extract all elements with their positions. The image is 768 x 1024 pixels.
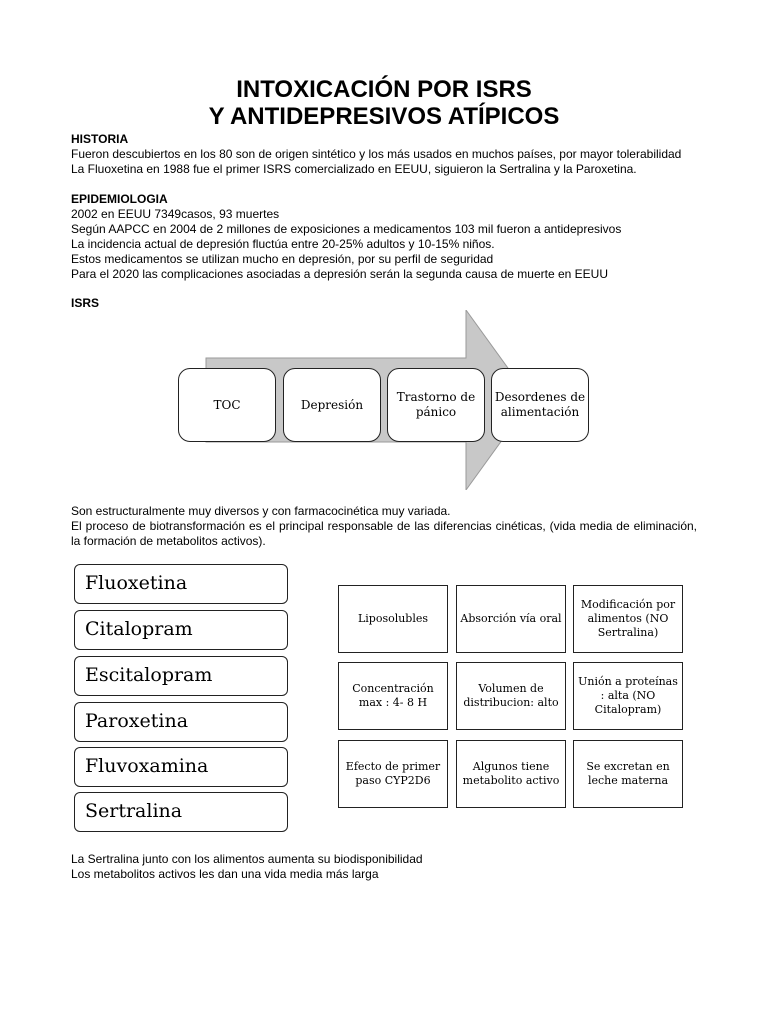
historia-line: La Fluoxetina en 1988 fue el primer ISRS comercializado en EEUU, siguieron la Sertralina y la Paroxetina. xyxy=(71,162,637,176)
historia-line: Fueron descubiertos en los 80 son de origen sintético y los más usados en muchos países, por mayor tolerabilidad xyxy=(71,147,682,161)
characteristic-box: Modificación por alimentos (NO Sertralina) xyxy=(573,585,683,653)
epidemiologia-section xyxy=(71,192,697,282)
footer-line: La Sertralina junto con los alimentos aumenta su biodisponibilidad xyxy=(71,852,423,866)
title-line-1: INTOXICACIÓN POR ISRS xyxy=(236,76,532,103)
epidemiologia-line: Según AAPCC en 2004 de 2 millones de exposiciones a medicamentos 103 mil fueron a antidepresivos xyxy=(71,222,622,236)
drug-item-escitalopram: Escitalopram xyxy=(74,656,288,696)
process-step-desordenes-alimentacion: Desordenes de alimentación xyxy=(491,368,589,442)
characteristic-box: Unión a proteínas : alta (NO Citalopram) xyxy=(573,662,683,730)
drug-item-fluoxetina: Fluoxetina xyxy=(74,564,288,604)
page-title xyxy=(0,76,768,130)
epidemiologia-line: Para el 2020 las complicaciones asociadas a depresión serán la segunda causa de muerte en EEUU xyxy=(71,267,608,281)
body-paragraph: El proceso de biotransformación es el principal responsable de las diferencias cinéticas, (vida media de eliminación, la formación de metabolitos activos). xyxy=(71,519,697,548)
process-step-trastorno-panico: Trastorno de pánico xyxy=(387,368,485,442)
process-step-toc: TOC xyxy=(178,368,276,442)
characteristic-box: Se excretan en leche materna xyxy=(573,740,683,808)
characteristic-box: Concentración max : 4- 8 H xyxy=(338,662,448,730)
body-section xyxy=(71,504,697,549)
drug-item-paroxetina: Paroxetina xyxy=(74,702,288,742)
title-line-2: Y ANTIDEPRESIVOS ATÍPICOS xyxy=(208,103,560,130)
footer-section xyxy=(71,852,697,882)
characteristic-box: Liposolubles xyxy=(338,585,448,653)
drug-item-citalopram: Citalopram xyxy=(74,610,288,650)
epidemiologia-heading: EPIDEMIOLOGIA xyxy=(71,192,168,206)
drug-item-fluvoxamina: Fluvoxamina xyxy=(74,747,288,787)
isrs-heading: ISRS xyxy=(71,296,100,310)
process-step-depresion: Depresión xyxy=(283,368,381,442)
historia-section xyxy=(71,132,697,177)
characteristic-box: Absorción vía oral xyxy=(456,585,566,653)
characteristic-box: Efecto de primer paso CYP2D6 xyxy=(338,740,448,808)
characteristic-box: Volumen de distribucion: alto xyxy=(456,662,566,730)
process-diagram xyxy=(176,310,596,490)
footer-line: Los metabolitos activos les dan una vida media más larga xyxy=(71,867,379,881)
drug-item-sertralina: Sertralina xyxy=(74,792,288,832)
historia-heading: HISTORIA xyxy=(71,132,129,146)
isrs-section xyxy=(71,296,697,311)
epidemiologia-line: 2002 en EEUU 7349casos, 93 muertes xyxy=(71,207,280,221)
epidemiologia-line: La incidencia actual de depresión fluctúa entre 20-25% adultos y 10-15% niños. xyxy=(71,237,495,251)
characteristic-box: Algunos tiene metabolito activo xyxy=(456,740,566,808)
body-line: Son estructuralmente muy diversos y con farmacocinética muy variada. xyxy=(71,504,451,518)
epidemiologia-line: Estos medicamentos se utilizan mucho en depresión, por su perfil de seguridad xyxy=(71,252,494,266)
